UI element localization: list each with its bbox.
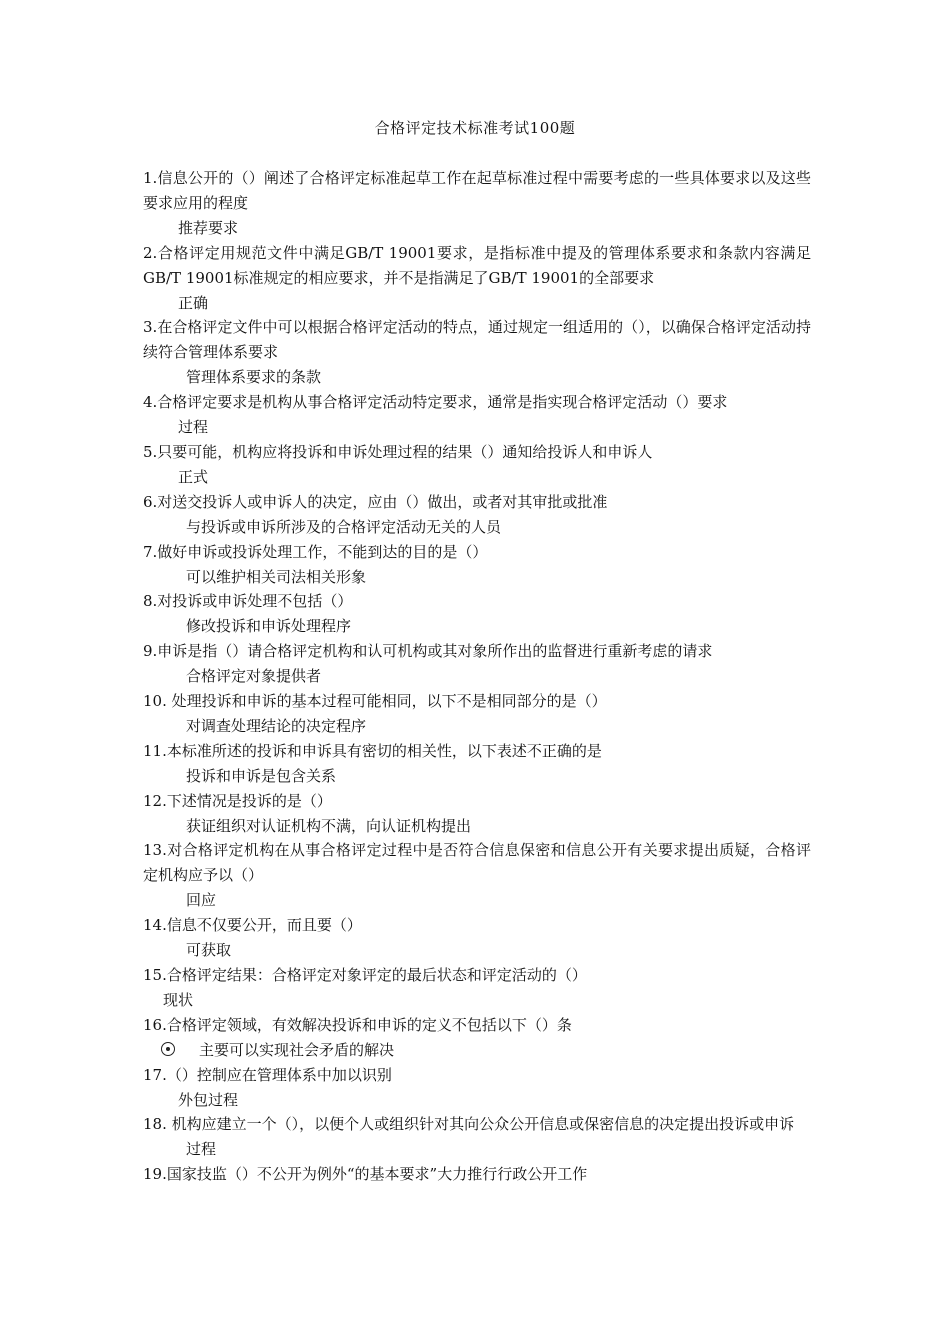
answer-text: 正确	[178, 293, 209, 312]
answer-text: 正式	[178, 467, 209, 486]
answer-text: 与投诉或申诉所涉及的合格评定活动无关的人员	[186, 517, 502, 536]
question-text: 5.只要可能，机构应将投诉和申诉处理过程的结果（）通知给投诉人和申诉人	[143, 442, 653, 461]
question-text: 15.合格评定结果：合格评定对象评定的最后状态和评定活动的（）	[143, 966, 587, 984]
answer-text: 过程	[186, 1140, 217, 1159]
question-text: 16.合格评定领域，有效解决投诉和申诉的定义不包括以下（）条	[143, 1015, 572, 1034]
question-text: 10. 处理投诉和申诉的基本过程可能相同，以下不是相同部分的是（）	[143, 692, 607, 711]
radio-selected-icon	[161, 1042, 175, 1056]
answer-option	[143, 1038, 811, 1063]
answer-text: 现状	[163, 990, 194, 1009]
answer-text: 过程	[178, 418, 209, 437]
question-text: 7.做好申诉或投诉处理工作，不能到达的目的是（）	[143, 542, 488, 561]
question-text: 6.对送交投诉人或申诉人的决定，应由（）做出，或者对其审批或批准	[143, 492, 608, 511]
question-text: 4.合格评定要求是机构从事合格评定活动特定要求，通常是指实现合格评定活动（）要求	[143, 393, 728, 412]
page-title: 合格评定技术标准考试100题	[374, 119, 576, 137]
answer-text: 主要可以实现社会矛盾的解决	[199, 1040, 395, 1059]
answer-text: 修改投诉和申诉处理程序	[186, 617, 352, 636]
answer-text: 推荐要求	[178, 218, 239, 237]
question-text: 9.申诉是指（）请合格评定机构和认可机构或其对象所作出的监督进行重新考虑的请求	[143, 642, 713, 661]
question-text: 3.在合格评定文件中可以根据合格评定活动的特点，通过规定一组适用的（），以确保合格评定活动持续符合管理体系要求	[143, 318, 811, 362]
answer-text: 获证组织对认证机构不满，向认证机构提出	[186, 816, 472, 835]
question-text: 8.对投诉或申诉处理不包括（）	[143, 592, 353, 611]
question-text: 12.下述情况是投诉的是（）	[143, 791, 332, 810]
question-text: 19.国家技监（）不公开为例外“的基本要求”大力推行行政公开工作	[143, 1165, 588, 1184]
question-text: 1.信息公开的（）阐述了合格评定标准起草工作在起草标准过程中需要考虑的一些具体要求以及这些要求应用的程度	[143, 169, 811, 212]
answer-text: 投诉和申诉是包含关系	[186, 766, 337, 785]
question-text: 18. 机构应建立一个（），以便个人或组织针对其向公众公开信息或保密信息的决定提出投诉或申诉	[143, 1115, 795, 1134]
answer-text: 外包过程	[178, 1090, 239, 1109]
question-text: 17.（）控制应在管理体系中加以识别	[143, 1065, 392, 1084]
answer-text: 可获取	[186, 941, 232, 960]
question-text: 14.信息不仅要公开，而且要（）	[143, 916, 362, 935]
answer-text: 对调查处理结论的决定程序	[186, 716, 367, 735]
question-text: 11.本标准所述的投诉和申诉具有密切的相关性，以下表述不正确的是	[143, 741, 602, 760]
question-list	[143, 166, 811, 1187]
answer-text: 管理体系要求的条款	[186, 368, 322, 387]
answer-text: 回应	[186, 891, 217, 910]
answer-text: 可以维护相关司法相关形象	[186, 567, 367, 586]
question-text: 13.对合格评定机构在从事合格评定过程中是否符合信息保密和信息公开有关要求提出质疑，合格评定机构应予以（）	[143, 841, 811, 885]
answer-text: 合格评定对象提供者	[186, 667, 322, 686]
question-text: 2.合格评定用规范文件中满足GB/T 19001要求，是指标准中提及的管理体系要求和条款内容满足GB/T 19001标准规定的相应要求，并不是指满足了GB/T 19001的全部要求	[143, 243, 811, 287]
